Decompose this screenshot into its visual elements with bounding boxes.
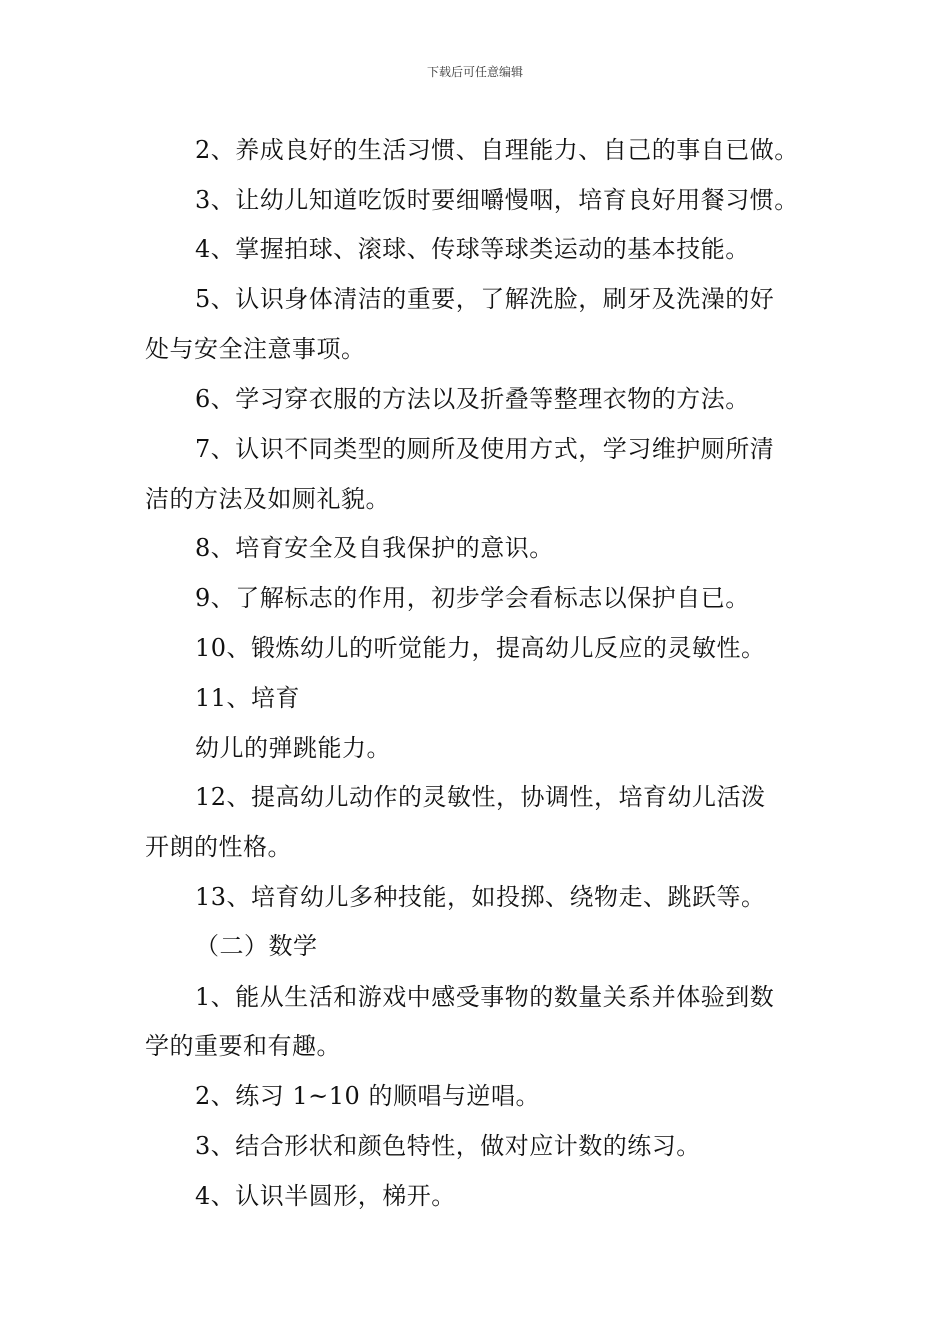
text-line: 幼儿的弹跳能力。 — [195, 734, 391, 762]
text-line: 8、培育安全及自我保护的意识。 — [195, 534, 554, 562]
text-line: 7、认识不同类型的厕所及使用方式，学习维护厕所清 — [195, 435, 775, 463]
section-heading: （二）数学 — [195, 932, 318, 960]
text-line: 学的重要和有趣。 — [145, 1032, 341, 1060]
text-line: 处与安全注意事项。 — [145, 335, 366, 363]
text-line: 2、养成良好的生活习惯、自理能力、自己的事自已做。 — [195, 136, 799, 164]
text-line: 5、认识身体清洁的重要，了解洗脸，刷牙及洗澡的好 — [195, 285, 775, 313]
text-line: 10、锻炼幼儿的听觉能力，提高幼儿反应的灵敏性。 — [195, 634, 766, 662]
text-line: 4、认识半圆形，梯开。 — [195, 1182, 456, 1210]
text-line: 洁的方法及如厕礼貌。 — [145, 485, 390, 513]
text-line: 13、培育幼儿多种技能，如投掷、绕物走、跳跃等。 — [195, 883, 766, 911]
text-line: 开朗的性格。 — [145, 833, 292, 861]
page-header: 下载后可任意编辑 — [426, 65, 523, 79]
text-line: 11、培育 — [195, 684, 301, 712]
text-line: 4、掌握拍球、滚球、传球等球类运动的基本技能。 — [195, 235, 750, 263]
text-line: 12、提高幼儿动作的灵敏性，协调性，培育幼儿活泼 — [195, 783, 766, 811]
text-line: 3、结合形状和颜色特性，做对应计数的练习。 — [195, 1132, 701, 1160]
text-line: 6、学习穿衣服的方法以及折叠等整理衣物的方法。 — [195, 385, 750, 413]
text-line: 1、能从生活和游戏中感受事物的数量关系并体验到数 — [195, 983, 775, 1011]
text-line: 9、了解标志的作用，初步学会看标志以保护自已。 — [195, 584, 750, 612]
text-line: 3、让幼儿知道吃饭时要细嚼慢咽，培育良好用餐习惯。 — [195, 186, 799, 214]
text-line: 2、练习 1~10 的顺唱与逆唱。 — [195, 1082, 540, 1110]
